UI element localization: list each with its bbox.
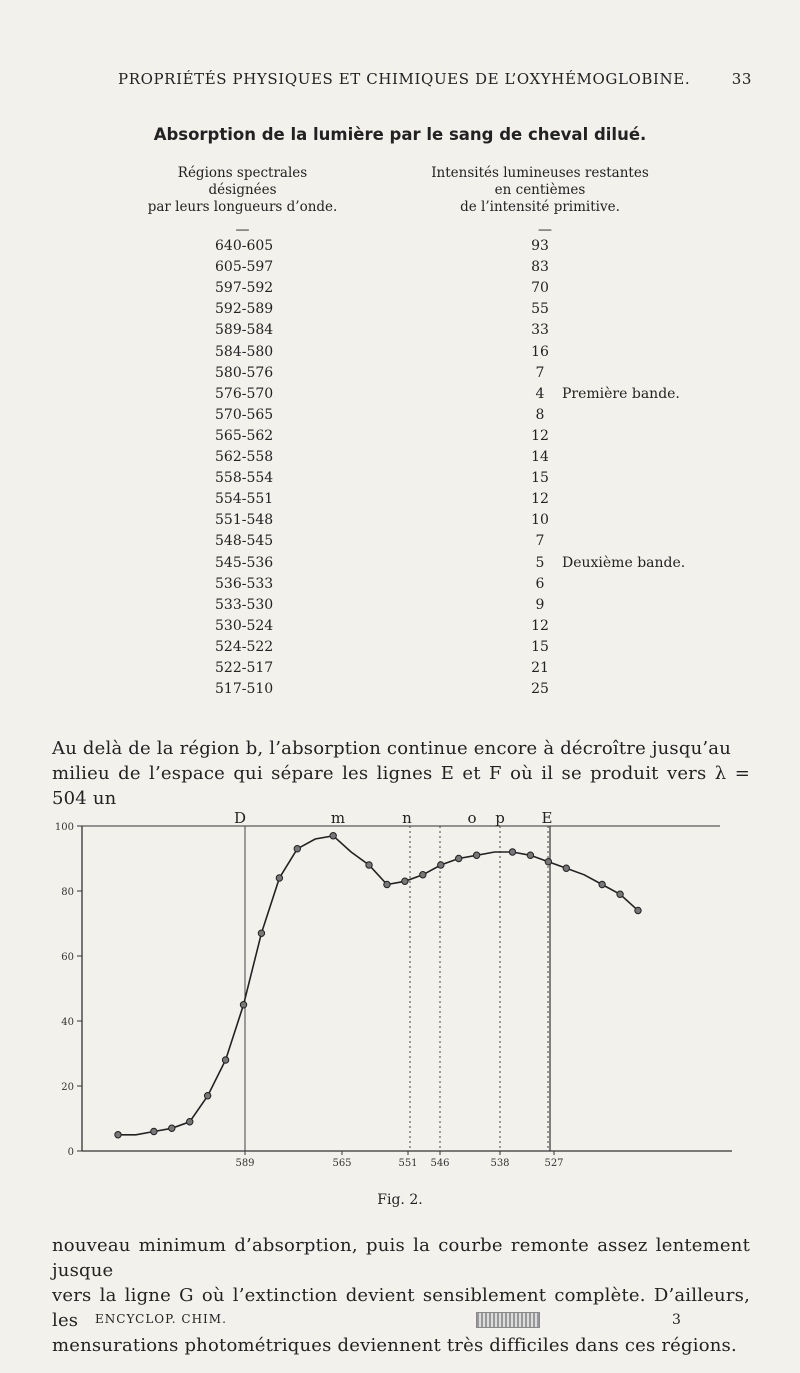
row-value: 25 xyxy=(531,681,549,698)
data-point xyxy=(366,862,372,868)
footer-left: ENCYCLOP. CHIM. xyxy=(95,1312,227,1326)
table-row xyxy=(0,344,800,365)
row-range: 580-576 xyxy=(215,364,274,381)
row-value: 6 xyxy=(535,575,545,592)
table-row xyxy=(0,280,800,301)
data-point xyxy=(545,859,551,865)
row-range: 589-584 xyxy=(215,322,274,339)
table-row xyxy=(0,555,800,576)
row-note: Deuxième bande. xyxy=(562,554,686,571)
row-value: 9 xyxy=(535,596,545,613)
row-value: 12 xyxy=(531,427,549,444)
data-point xyxy=(294,846,300,852)
row-value: 33 xyxy=(531,322,549,339)
table-row xyxy=(0,512,800,533)
data-point xyxy=(151,1128,157,1134)
row-value: 14 xyxy=(531,449,549,465)
running-title: PROPRIÉTÉS PHYSIQUES ET CHIMIQUES DE L’OXYHÉMOGLOBINE. xyxy=(118,70,691,88)
table-row xyxy=(0,449,800,470)
table-row xyxy=(0,365,800,386)
data-point xyxy=(527,852,533,858)
data-point xyxy=(509,849,515,855)
row-value: 7 xyxy=(535,533,545,550)
row-range: 576-570 xyxy=(215,385,274,402)
row-value: 5 xyxy=(535,554,545,571)
table-row xyxy=(0,639,800,660)
data-point xyxy=(438,862,444,868)
row-value: 12 xyxy=(531,617,549,634)
table-row xyxy=(0,322,800,343)
paragraph-2: nouveau minimum d’absorption, puis la courbe remonte assez lentement jusque vers la ligne G où l’extinction devient sensiblement complète. D’ailleurs, les mensurations photométriques deviennent très difficiles dans ces régions. xyxy=(52,1235,750,1356)
row-range: 562-558 xyxy=(215,449,274,465)
y-tick-label: 0 xyxy=(67,1147,74,1158)
y-tick-label: 20 xyxy=(61,1082,74,1093)
table-row xyxy=(0,301,800,322)
row-range: 536-533 xyxy=(215,575,274,592)
data-point xyxy=(258,930,264,936)
data-point xyxy=(204,1093,210,1099)
table-row xyxy=(0,238,800,259)
table-row xyxy=(0,491,800,512)
table-row xyxy=(0,470,800,491)
row-value: 83 xyxy=(531,259,549,276)
data-point xyxy=(169,1125,175,1131)
absorption-curve xyxy=(118,836,638,1135)
data-point xyxy=(563,865,569,871)
row-range: 554-551 xyxy=(215,491,274,508)
table-title: Absorption de la lumière par le sang de cheval dilué. xyxy=(153,125,647,144)
row-range: 517-510 xyxy=(215,681,274,698)
table-row xyxy=(0,681,800,702)
figure-caption: Fig. 2. xyxy=(377,1192,423,1208)
top-spectral-label: o xyxy=(467,809,477,827)
table-row xyxy=(0,533,800,554)
row-value: 55 xyxy=(531,301,549,318)
x-tick-label: 551 xyxy=(398,1158,418,1169)
data-point xyxy=(240,1002,246,1008)
row-range: 584-580 xyxy=(215,343,274,360)
row-value: 21 xyxy=(531,660,549,676)
table-row xyxy=(0,576,800,597)
table-row xyxy=(0,618,800,639)
table-row xyxy=(0,428,800,449)
row-range: 597-592 xyxy=(215,280,274,297)
row-value: 15 xyxy=(531,470,549,487)
paragraph-1: Au delà de la région b, l’absorption continue encore à décroître jusqu’au milieu de l’espace qui sépare les lignes E et F où il se produit vers λ = 504 un xyxy=(52,738,750,809)
top-spectral-label: m xyxy=(330,809,346,827)
printer-stamp xyxy=(476,1312,540,1328)
row-value: 93 xyxy=(531,238,549,254)
column-header-regions: Régions spectrales désignées par leurs longueurs d’onde. — xyxy=(147,165,338,238)
running-header xyxy=(118,70,758,92)
row-range: 530-524 xyxy=(215,617,274,634)
row-value: 10 xyxy=(531,512,549,529)
x-tick-label: 546 xyxy=(430,1158,450,1169)
row-value: 70 xyxy=(531,280,549,297)
row-range: 570-565 xyxy=(215,406,274,423)
footer-signature: 3 xyxy=(672,1312,682,1328)
top-spectral-label: n xyxy=(402,809,412,827)
table-row xyxy=(0,660,800,681)
table-row xyxy=(0,259,800,280)
row-range: 565-562 xyxy=(215,427,274,444)
y-tick-label: 80 xyxy=(61,887,74,898)
data-point xyxy=(420,872,426,878)
x-tick-label: 527 xyxy=(544,1158,564,1169)
data-point xyxy=(187,1119,193,1125)
x-tick-label: 589 xyxy=(235,1158,255,1169)
row-value: 12 xyxy=(531,491,549,508)
data-point xyxy=(635,907,641,913)
table-row xyxy=(0,597,800,618)
data-point xyxy=(599,881,605,887)
data-point xyxy=(276,875,282,881)
top-spectral-label: E xyxy=(541,809,553,827)
row-value: 4 xyxy=(535,385,545,402)
row-range: 551-548 xyxy=(215,512,274,529)
row-range: 533-530 xyxy=(215,596,274,613)
top-spectral-label: p xyxy=(495,809,505,827)
data-point xyxy=(222,1057,228,1063)
data-point xyxy=(384,881,390,887)
data-point xyxy=(330,833,336,839)
row-note: Première bande. xyxy=(562,385,680,402)
row-range: 640-605 xyxy=(215,238,274,254)
y-tick-label: 40 xyxy=(61,1017,74,1028)
table-row xyxy=(0,386,800,407)
row-value: 7 xyxy=(535,364,545,381)
row-range: 545-536 xyxy=(215,554,274,571)
row-range: 548-545 xyxy=(215,533,274,550)
row-range: 592-589 xyxy=(215,301,274,318)
data-point xyxy=(402,878,408,884)
row-range: 558-554 xyxy=(215,470,274,487)
row-value: 8 xyxy=(535,406,545,423)
row-value: 16 xyxy=(531,343,549,360)
row-value: 15 xyxy=(531,638,549,655)
data-point xyxy=(617,891,623,897)
page-number: 33 xyxy=(731,70,752,88)
y-tick-label: 60 xyxy=(61,952,74,963)
data-point xyxy=(473,852,479,858)
top-spectral-label: D xyxy=(233,809,247,827)
y-tick-label: 100 xyxy=(54,822,74,833)
data-point xyxy=(455,855,461,861)
row-range: 522-517 xyxy=(215,660,274,676)
row-range: 605-597 xyxy=(215,259,274,276)
row-range: 524-522 xyxy=(215,638,274,655)
x-tick-label: 565 xyxy=(332,1158,352,1169)
x-tick-label: 538 xyxy=(490,1158,510,1169)
column-header-intensities: Intensités lumineuses restantes en centièmes de l’intensité primitive. — xyxy=(431,165,649,238)
absorption-curve-chart xyxy=(40,808,760,1178)
table-row xyxy=(0,407,800,428)
data-point xyxy=(115,1132,121,1138)
